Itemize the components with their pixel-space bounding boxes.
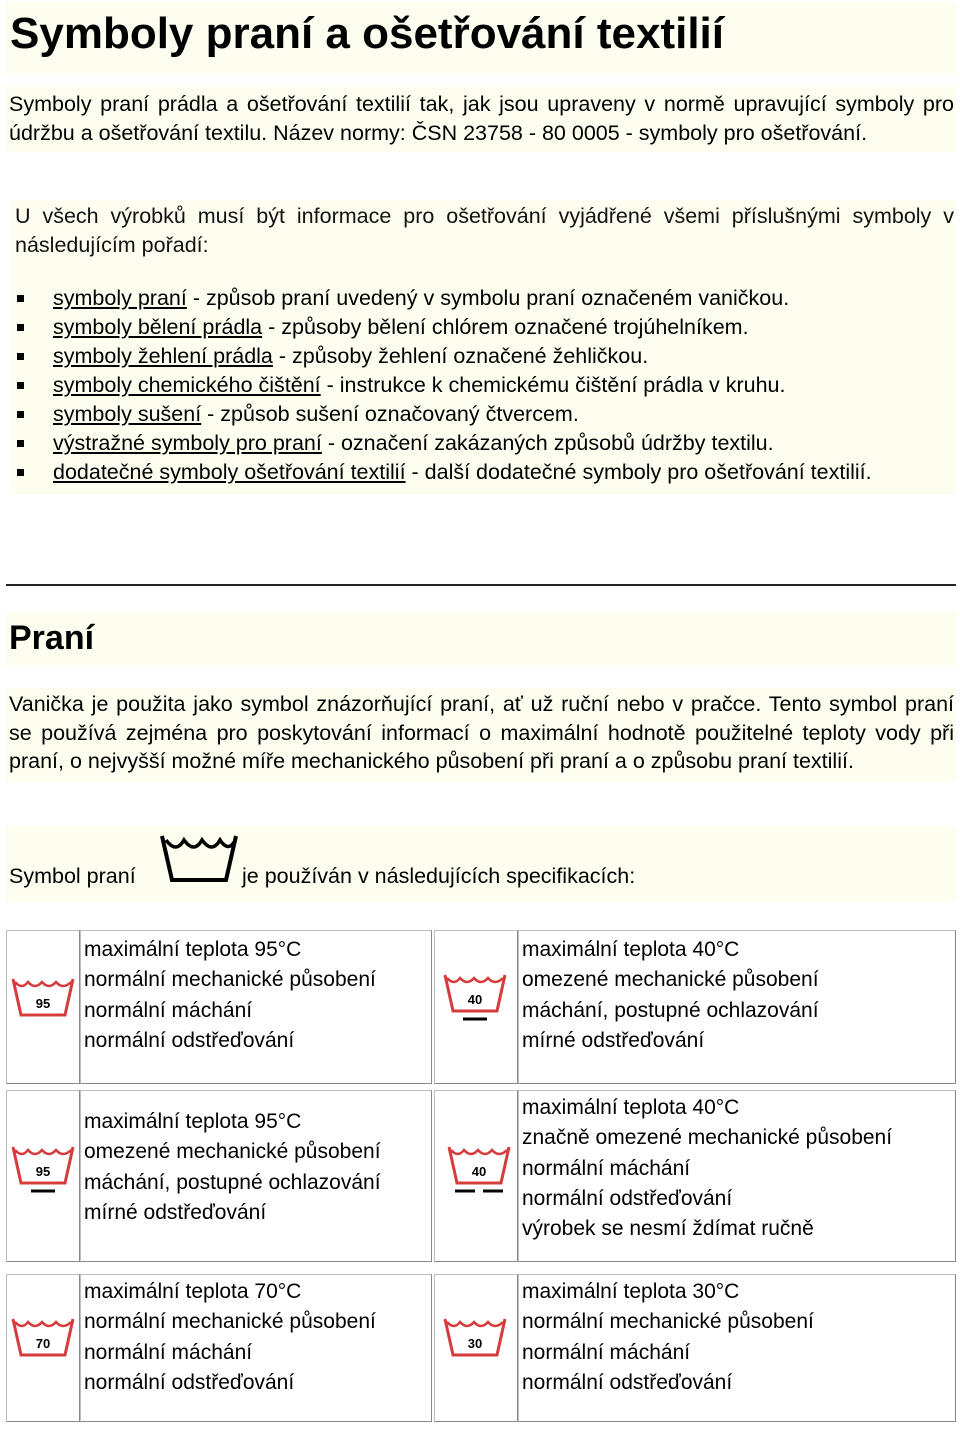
list-item	[15, 458, 954, 487]
list-item	[15, 313, 954, 342]
tub-water-wave	[15, 982, 71, 986]
wash-95-gentle-icon	[9, 1143, 77, 1223]
section-divider	[6, 584, 956, 586]
tub-water-wave	[451, 1150, 507, 1154]
list-item-text: - způsoby bělení chlórem označené trojúhelníkem.	[262, 315, 749, 339]
tub-temperature: 95	[35, 1164, 51, 1179]
spec-line: mírné odstřeďování	[84, 1200, 267, 1224]
bullet-icon	[17, 295, 24, 302]
spec-line: normální odstřeďování	[84, 1028, 295, 1052]
wash-30-icon	[441, 1315, 509, 1395]
tub-water-wave	[15, 1322, 71, 1326]
symbol-usage-text: je používán v následujících specifikacích:	[242, 864, 636, 888]
list-item-text: - další dodatečné symboly pro ošetřování textilií.	[405, 460, 872, 484]
list-item	[15, 371, 954, 400]
spec-line: normální máchání	[522, 1156, 691, 1180]
spec-line: normální mechanické působení	[84, 968, 376, 992]
washing-paragraph: Vanička je použita jako symbol znázorňující praní, ať už ruční nebo v pračce. Tento symbol praní se používá zejména pro poskytování informací o maximální hodnotě použitelné teploty vody při praní, o nejvyšší možné míře mechanického působení při praní a o způsobu praní textilií.	[6, 688, 956, 782]
wash-95-icon-cell	[6, 930, 80, 1084]
tub-temperature: 40	[471, 1164, 487, 1179]
spec-line: maximální teplota 70°C	[84, 1280, 302, 1303]
spec-line: výrobek se nesmí ždímat ručně	[522, 1217, 814, 1241]
wash-tub-icon	[158, 830, 240, 886]
section-title-washing: Praní	[6, 612, 956, 666]
care-order-section	[10, 200, 956, 495]
intro-paragraph: Symboly praní prádla a ošetřování textilií tak, jak jsou upraveny v normě upravující symboly pro údržbu a ošetřování textilu. Název normy: ČSN 23758 - 80 0005 - symboly pro ošetřování.	[6, 86, 956, 152]
spec-line: normální mechanické působení	[84, 1310, 376, 1334]
bullet-icon	[17, 469, 24, 476]
spec-text-3	[80, 1090, 432, 1262]
page-title: Symboly praní a ošetřování textilií	[6, 2, 956, 74]
wash-40-icon-cell	[434, 930, 518, 1084]
spec-text-4	[518, 1090, 956, 1262]
link-additional-symbols[interactable]: dodatečné symboly ošetřování textilií	[53, 460, 406, 484]
spec-line: maximální teplota 95°C	[84, 1110, 302, 1133]
bullet-icon	[17, 353, 24, 360]
spec-line: normální odstřeďování	[84, 1370, 295, 1394]
list-item	[15, 429, 954, 458]
link-dry-cleaning-symbols[interactable]: symboly chemického čištění	[53, 373, 321, 397]
spec-line: normální máchání	[84, 1340, 253, 1364]
link-drying-symbols[interactable]: symboly sušení	[53, 402, 202, 426]
bullet-icon	[17, 411, 24, 418]
list-item-text: - způsob praní uvedený v symbolu praní označeném vaničkou.	[186, 286, 790, 310]
list-item	[15, 400, 954, 429]
spec-line: omezené mechanické působení	[84, 1140, 381, 1164]
wash-95-gentle-icon-cell	[6, 1090, 80, 1262]
spec-line: máchání, postupné ochlazování	[84, 1170, 381, 1194]
spec-line: omezené mechanické působení	[522, 968, 819, 992]
list-item-text: - instrukce k chemickému čištění prádla v kruhu.	[320, 373, 786, 397]
spec-text-1	[80, 930, 432, 1084]
tub-water-wave	[447, 1322, 503, 1326]
spec-text-6	[518, 1274, 956, 1422]
bullet-icon	[17, 440, 24, 447]
spec-line: maximální teplota 40°C	[522, 938, 740, 961]
spec-line: značně omezené mechanické působení	[522, 1126, 893, 1150]
list-item-text: - způsob sušení označovaný čtvercem.	[201, 402, 579, 426]
list-item-text: - způsoby žehlení označené žehličkou.	[272, 344, 649, 368]
wash-95-icon	[9, 975, 77, 1055]
link-bleaching-symbols[interactable]: symboly bělení prádla	[53, 315, 263, 339]
tub-temperature: 70	[35, 1336, 51, 1351]
bullet-icon	[17, 324, 24, 331]
spec-text-5	[80, 1274, 432, 1422]
tub-temperature: 30	[467, 1336, 483, 1351]
tub-water-wave	[15, 1150, 71, 1154]
tub-temperature: 95	[35, 996, 51, 1011]
spec-line: normální máchání	[84, 998, 253, 1022]
wash-40-very-gentle-icon-cell	[434, 1090, 518, 1262]
link-warning-symbols[interactable]: výstražné symboly pro praní	[53, 431, 322, 455]
spec-line: máchání, postupné ochlazování	[522, 998, 819, 1022]
spec-line: maximální teplota 40°C	[522, 1096, 740, 1119]
list-item-text: - označení zakázaných způsobů údržby textilu.	[321, 431, 774, 455]
tub-water-wave	[447, 978, 503, 982]
spec-line: normální odstřeďování	[522, 1186, 733, 1210]
spec-line: normální máchání	[522, 1340, 691, 1364]
spec-line: mírné odstřeďování	[522, 1028, 705, 1052]
spec-line: maximální teplota 30°C	[522, 1280, 740, 1303]
link-washing-symbols[interactable]: symboly praní	[53, 286, 187, 310]
spec-line: maximální teplota 95°C	[84, 938, 302, 961]
wash-30-icon-cell	[434, 1274, 518, 1422]
list-item	[15, 342, 954, 371]
wash-70-icon	[9, 1315, 77, 1395]
symbol-legend-line	[6, 826, 956, 902]
bullet-icon	[17, 382, 24, 389]
care-order-intro: U všech výrobků musí být informace pro ošetřování vyjádřené všemi příslušnými symboly v následujícím pořadí:	[15, 204, 954, 257]
care-symbol-list	[15, 284, 954, 487]
tub-temperature: 40	[467, 992, 483, 1007]
spec-text-2	[518, 930, 956, 1084]
spec-line: normální mechanické působení	[522, 1310, 814, 1334]
symbol-label: Symbol praní	[9, 864, 136, 888]
wash-40-gentle-icon	[441, 971, 509, 1051]
wash-70-icon-cell	[6, 1274, 80, 1422]
wash-40-very-gentle-icon	[445, 1143, 513, 1223]
list-item	[15, 284, 954, 313]
link-ironing-symbols[interactable]: symboly žehlení prádla	[53, 344, 273, 368]
spec-line: normální odstřeďování	[522, 1370, 733, 1394]
